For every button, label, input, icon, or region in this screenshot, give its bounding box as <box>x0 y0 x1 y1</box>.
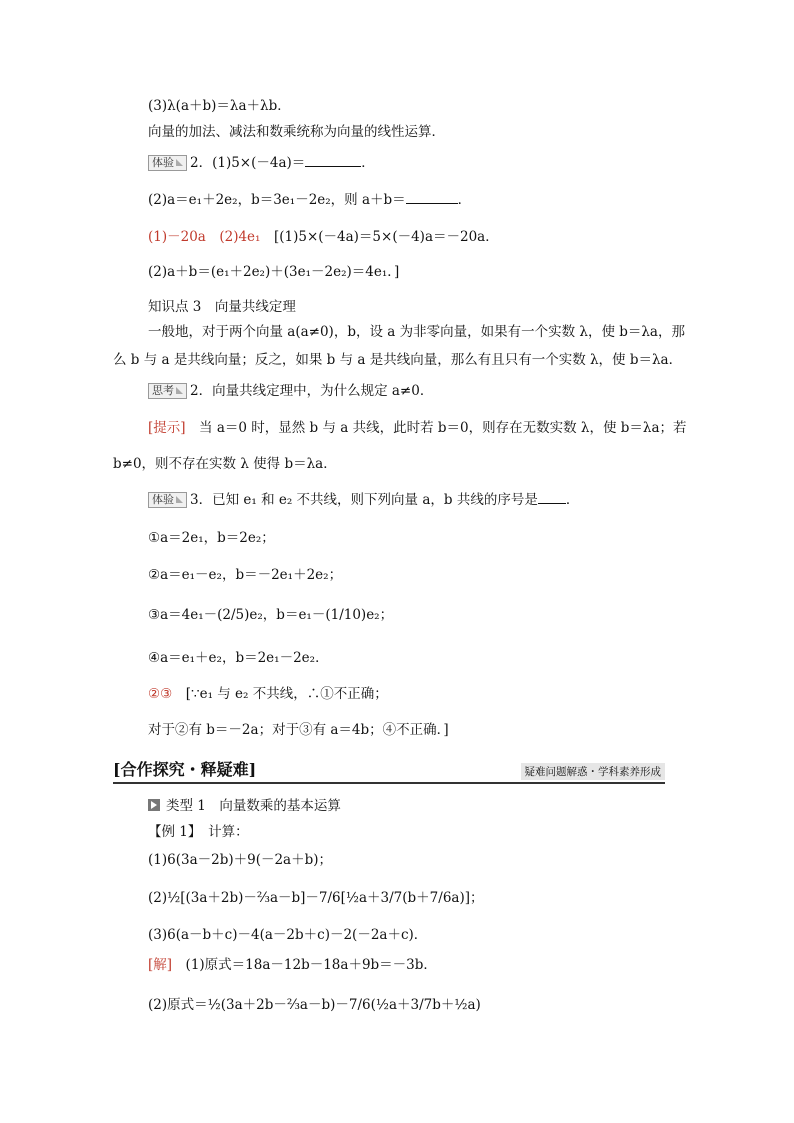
experience-3-answer: ②③ [∵e₁ 与 e₂ 不共线，∴①不正确； <box>148 686 388 702</box>
experience-2-part2: (2)a＝e₁＋2e₂，b＝3e₁－2e₂，则 a＋b＝ ． <box>148 192 472 208</box>
answer-blank <box>406 203 458 204</box>
example-1-part1: (1)6(3a－2b)＋9(－2a＋b)； <box>148 852 333 868</box>
experience-3: 体验 3．已知 e₁ 和 e₂ 不共线，则下列向量 a，b 共线的序号是 ． <box>148 490 579 510</box>
rule-3: (3)λ(a＋b)＝λa＋λb． <box>148 98 291 114</box>
experience-2-answer: (1)－20a (2)4e₁ [(1)5×(－4a)＝5×(－4)a＝－20a． <box>148 229 499 245</box>
option-3: ③a＝4e₁－(2/5)e₂，b＝e₁－(1/10)e₂； <box>148 607 394 623</box>
solution-label: [解] <box>148 957 173 973</box>
hint-line-2: b≠0，则不存在实数 λ 使得 b＝λa． <box>113 456 337 472</box>
example-1: 【例 1】 计算： <box>148 824 249 840</box>
hint-line-1: [提示] 当 a＝0 时，显然 b 与 a 共线，此时若 b＝0，则存在无数实数 λ，使 b＝λa；若 <box>148 420 687 436</box>
think-tag: 思考 <box>148 383 187 399</box>
section-header <box>113 758 665 784</box>
type-1-heading: 类型 1 向量数乘的基本运算 <box>148 796 341 816</box>
example-1-part2: (2)½[(3a＋2b)－⅔a－b]－7/6[½a＋3/7(b＋7/6a)]； <box>148 890 484 906</box>
theorem-line-2: 么 b 与 a 是共线向量；反之，如果 b 与 a 是共线向量，那么有且只有一个实数 λ，使 b＝λa． <box>113 352 683 368</box>
option-2: ②a＝e₁－e₂，b＝－2e₁＋2e₂； <box>148 567 343 583</box>
experience-tag: 体验 <box>148 155 187 171</box>
answer-blank <box>305 166 361 167</box>
theorem-line-1: 一般地，对于两个向量 a(a≠0)，b，设 a 为非零向量，如果有一个实数 λ，使 b＝λa，那 <box>148 324 685 340</box>
example-1-part3: (3)6(a－b＋c)－4(a－2b＋c)－2(－2a＋c)． <box>148 927 428 943</box>
option-1: ①a＝2e₁，b＝2e₂； <box>148 530 275 546</box>
experience-2-answer-2: (2)a＋b＝(e₁＋2e₂)＋(3e₁－2e₂)＝4e₁．] <box>148 264 400 280</box>
section-title: [合作探究・释疑难] <box>113 760 257 779</box>
experience-tag: 体验 <box>148 492 187 508</box>
answer-red: (1)－20a (2)4e₁ <box>148 229 261 245</box>
section-subtitle: 疑难问题解惑・学科素养形成 <box>521 763 666 780</box>
think-2: 思考 2．向量共线定理中，为什么规定 a≠0． <box>148 381 433 401</box>
answer-blank <box>538 503 566 504</box>
play-icon <box>148 799 160 811</box>
solution-1: [解] (1)原式＝18a－12b－18a＋9b＝－3b． <box>148 957 437 973</box>
experience-3-answer-2: 对于②有 b＝－2a；对于③有 a＝4b；④不正确．] <box>148 722 449 738</box>
hint-label: [提示] <box>148 420 186 436</box>
linear-op-note: 向量的加法、减法和数乘统称为向量的线性运算． <box>148 124 445 140</box>
option-4: ④a＝e₁＋e₂，b＝2e₁－2e₂． <box>148 650 329 666</box>
solution-2: (2)原式＝½(3a＋2b－⅔a－b)－7/6(½a＋3/7b＋½a) <box>148 997 481 1013</box>
answer-red: ②③ <box>148 686 173 702</box>
knowledge-point-3: 知识点 3 向量共线定理 <box>148 299 296 315</box>
experience-2: 体验 2．(1)5×(－4a)＝ ． <box>148 153 375 173</box>
